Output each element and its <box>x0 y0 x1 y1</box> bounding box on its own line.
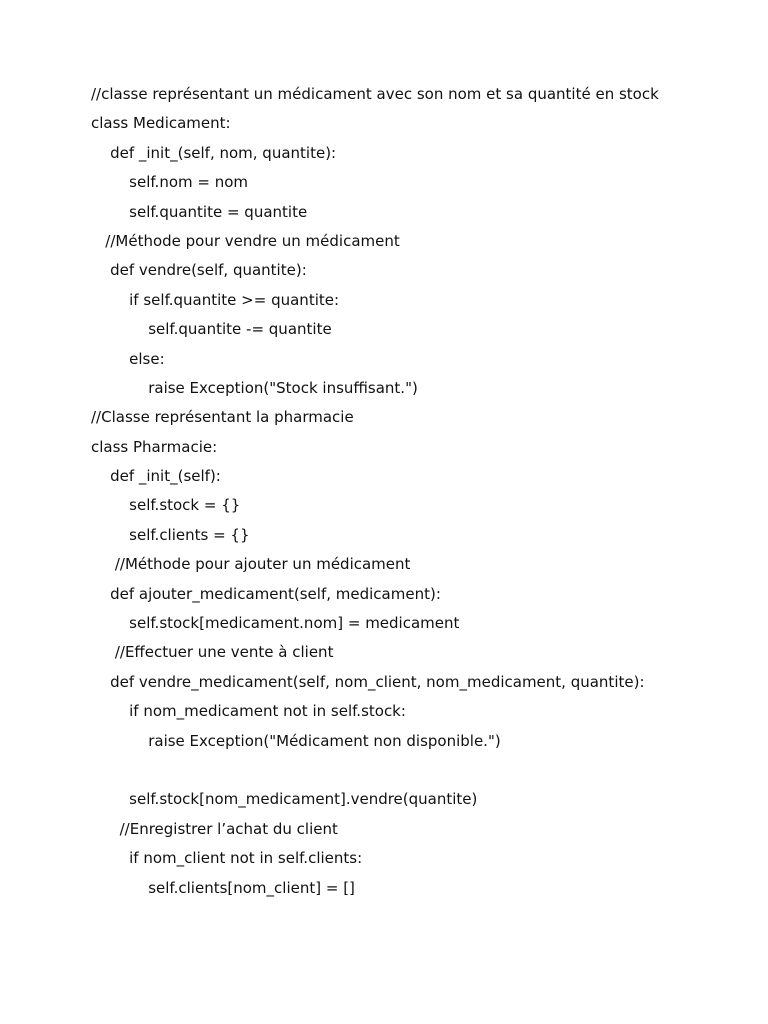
code-line: class Pharmacie: <box>91 437 218 456</box>
comment-line: //Classe représentant la pharmacie <box>91 408 354 427</box>
code-line: def _init_(self): <box>91 467 221 486</box>
code-line: self.stock[nom_medicament].vendre(quantite) <box>91 790 478 809</box>
code-line: self.stock = {} <box>91 496 241 515</box>
code-line: def vendre_medicament(self, nom_client, nom_medicament, quantite): <box>91 672 645 691</box>
code-line: if self.quantite >= quantite: <box>91 290 340 309</box>
code-line: def ajouter_medicament(self, medicament): <box>91 584 441 603</box>
code-line: self.stock[medicament.nom] = medicament <box>91 614 460 633</box>
comment-line: //classe représentant un médicament avec son nom et sa quantité en stock <box>91 85 659 103</box>
code-line: class Medicament: <box>91 114 231 133</box>
comment-line: //Méthode pour ajouter un médicament <box>91 555 411 574</box>
blank-line <box>91 760 681 780</box>
comment-line: //Effectuer une vente à client <box>91 643 334 662</box>
code-line: def _init_(self, nom, quantite): <box>91 143 337 162</box>
comment-line: //Enregistrer l’achat du client <box>91 819 338 838</box>
comment-line: //Méthode pour vendre un médicament <box>91 231 400 250</box>
code-listing <box>91 84 681 907</box>
code-line: self.clients = {} <box>91 525 250 544</box>
code-line: raise Exception("Stock insuffisant.") <box>91 378 418 397</box>
code-line: raise Exception("Médicament non disponible.") <box>91 731 501 750</box>
code-line: self.nom = nom <box>91 173 249 192</box>
code-line: self.clients[nom_client] = [] <box>91 878 355 897</box>
code-line: self.quantite = quantite <box>91 202 308 221</box>
code-line: if nom_medicament not in self.stock: <box>91 702 406 721</box>
code-line: self.quantite -= quantite <box>91 320 332 339</box>
code-line: else: <box>91 349 165 368</box>
code-line: def vendre(self, quantite): <box>91 261 307 280</box>
code-line: if nom_client not in self.clients: <box>91 849 363 868</box>
